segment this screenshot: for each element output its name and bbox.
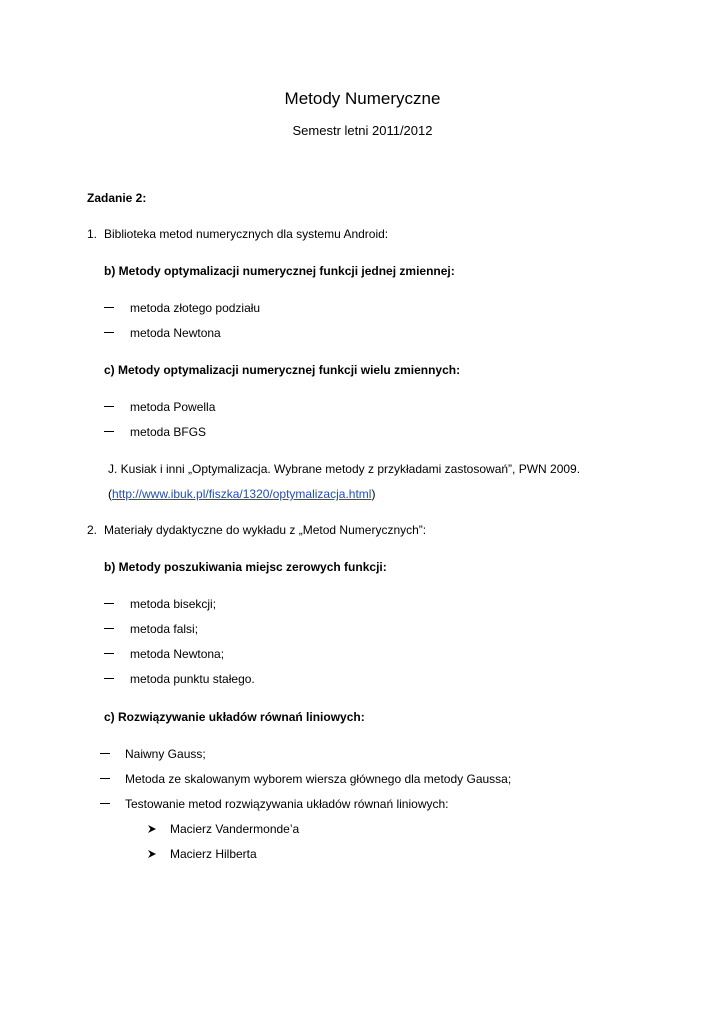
list-item: metoda Newtona; [130,647,225,661]
sub-list-item: Macierz Vandermonde’a [170,822,300,836]
list-number-1: 1. [87,227,98,241]
list-item-1-text: Biblioteka metod numerycznych dla systemu Android: [104,227,389,241]
paren-open: ( [108,487,112,501]
dash-bullet-icon [104,307,114,308]
dash-bullet-icon [104,678,114,679]
document-title: Metody Numeryczne [284,89,441,108]
sub-list-item: Macierz Hilberta [170,847,257,861]
dash-bullet-icon [100,778,110,779]
paren-close: ) [371,487,376,501]
dash-bullet-icon [100,803,110,804]
dash-bullet-icon [104,332,114,333]
dash-bullet-icon [104,603,114,604]
list-item-2-text: Materiały dydaktyczne do wykładu z „Metod Numerycznych”: [104,523,427,537]
list-item: metoda BFGS [130,425,207,439]
arrow-bullet-icon [147,849,157,859]
list-item: metoda falsi; [130,622,199,636]
list-item: metoda bisekcji; [130,597,217,611]
task-heading: Zadanie 2: [87,191,147,205]
dash-bullet-icon [100,753,110,754]
reference-link-line [108,487,375,501]
section-2b-heading: b) Metody poszukiwania miejsc zerowych funkcji: [104,560,387,574]
list-item: Naiwny Gauss; [125,747,206,761]
list-number-2: 2. [87,523,98,537]
reference-link[interactable]: http://www.ibuk.pl/fiszka/1320/optymalizacja.html [112,487,372,501]
list-item: Testowanie metod rozwiązywania układów równań liniowych: [125,797,449,811]
list-item: Metoda ze skalowanym wyborem wiersza głównego dla metody Gaussa; [125,772,512,786]
section-1b-heading: b) Metody optymalizacji numerycznej funkcji jednej zmiennej: [104,264,455,278]
list-item: metoda Powella [130,400,216,414]
dash-bullet-icon [104,431,114,432]
arrow-bullet-icon [147,824,157,834]
list-item: metoda punktu stałego. [130,672,255,686]
dash-bullet-icon [104,406,114,407]
reference-text: J. Kusiak i inni „Optymalizacja. Wybrane metody z przykładami zastosowań”, PWN 2009. [108,462,581,476]
list-item: metoda Newtona [130,326,221,340]
dash-bullet-icon [104,628,114,629]
section-1c-heading: c) Metody optymalizacji numerycznej funkcji wielu zmiennych: [104,363,461,377]
section-2c-heading: c) Rozwiązywanie układów równań liniowych: [104,710,365,724]
dash-bullet-icon [104,653,114,654]
list-item: metoda złotego podziału [130,301,261,315]
document-subtitle: Semestr letni 2011/2012 [292,123,433,138]
